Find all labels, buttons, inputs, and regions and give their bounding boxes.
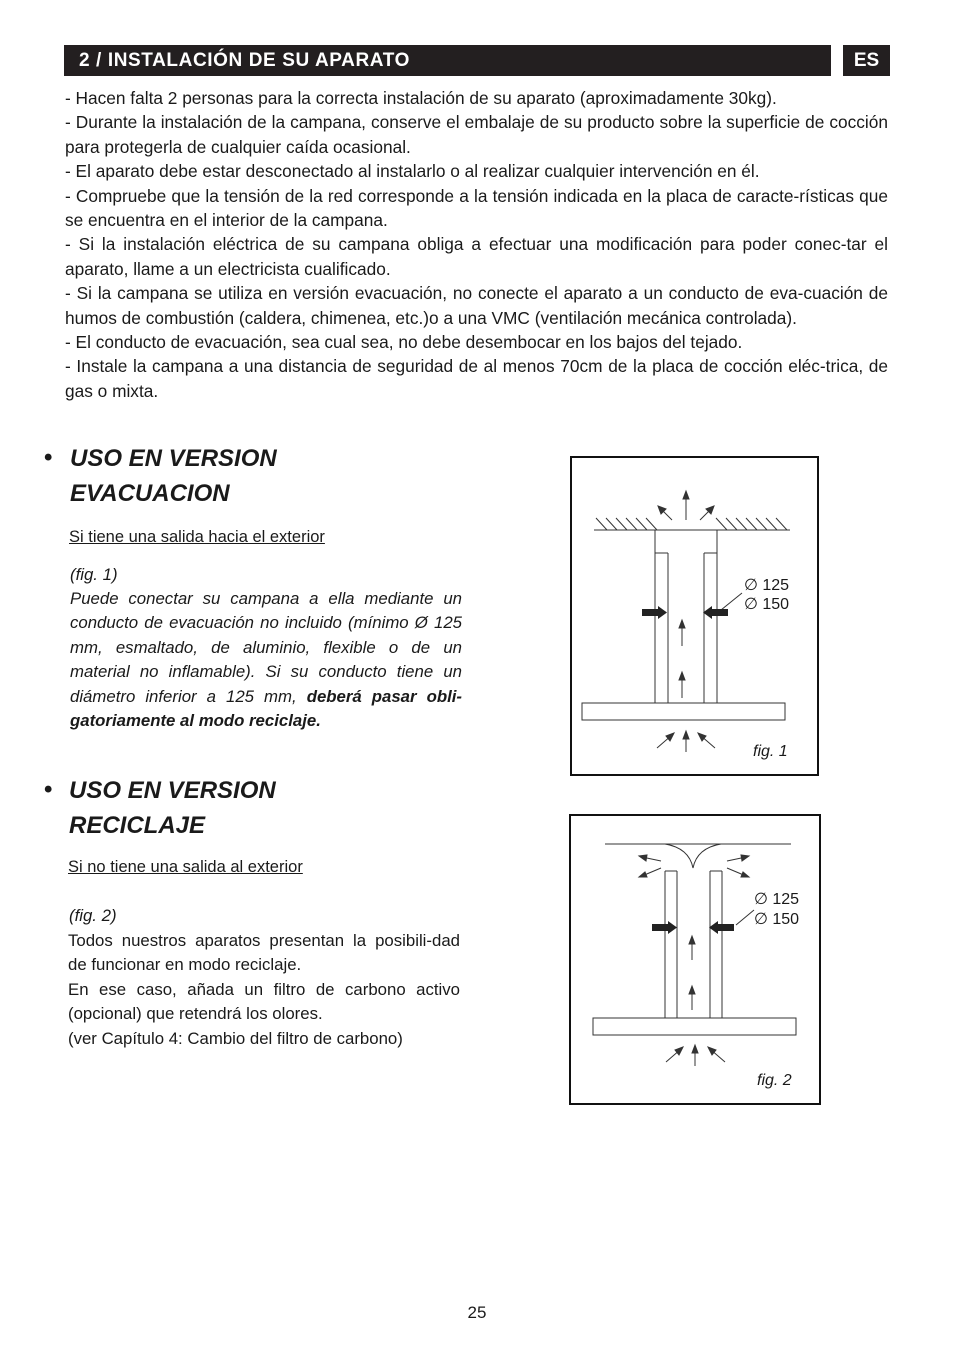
paragraph-evacuacion	[70, 587, 462, 733]
language-badge: ES	[843, 45, 890, 76]
figure-2-diameter-125: ∅ 125	[754, 891, 800, 908]
figure-1-diameter-125: ∅ 125	[744, 577, 790, 594]
intro-item: - El aparato debe estar desconectado al instalarlo o al realizar cualquier intervención en él.	[65, 161, 760, 182]
subtitle-evacuacion: Si tiene una salida hacia el exterior	[69, 528, 325, 546]
intro-item: - Si la instalación eléctrica de su campana obliga a efectuar una modificación para poder conec-tar el aparato, llame a un electricista cualificado.	[65, 234, 888, 279]
heading-reciclaje	[69, 773, 276, 843]
figure-2-drawing	[571, 816, 823, 1107]
page-number: 25	[467, 1303, 487, 1322]
bullet-reciclaje: •	[44, 776, 53, 803]
figure-2-diameter-150: ∅ 150	[754, 911, 800, 928]
section-number: 2 /	[79, 50, 102, 71]
figure-1-diameter-150: ∅ 150	[744, 596, 790, 613]
paragraph-reciclaje-3: (ver Capítulo 4: Cambio del filtro de carbono)	[68, 1029, 403, 1048]
intro-item: - El conducto de evacuación, sea cual sea, no debe desembocar en los bajos del tejado.	[65, 332, 743, 353]
fig1-reference: (fig. 1)	[70, 565, 118, 584]
heading-evacuacion-line2: EVACUACION	[70, 480, 230, 507]
heading-evacuacion-line1: USO EN VERSION	[70, 445, 277, 472]
intro-item: - Hacen falta 2 personas para la correcta instalación de su aparato (aproximadamente 30kg).	[65, 88, 777, 108]
figure-2-caption: fig. 2	[757, 1072, 792, 1089]
paragraph-reciclaje-1: Todos nuestros aparatos presentan la posibili-dad de funcionar en modo reciclaje.	[68, 931, 460, 975]
heading-reciclaje-line1: USO EN VERSION	[69, 777, 276, 804]
figure-1-caption: fig. 1	[753, 743, 788, 760]
intro-item: - Si la campana se utiliza en versión evacuación, no conecte el aparato a un conducto de eva-cuación de humos de combustión (caldera, chimenea, etc.)o a una VMC (ventilación mecánica controlada).	[65, 283, 888, 328]
fig2-reference: (fig. 2)	[69, 906, 117, 925]
section-title: INSTALACIÓN DE SU APARATO	[107, 50, 410, 71]
figure-1-drawing	[572, 458, 821, 778]
figure-2	[569, 814, 821, 1105]
heading-reciclaje-line2: RECICLAJE	[69, 812, 206, 839]
paragraph-evacuacion-text: Puede conectar su campana a ella mediante un conducto de evacuación no incluido (mínimo Ø 125 mm, esmaltado, de aluminio, flexible o de un material no inflamable). Si su conducto tiene un diámetro inferior a 125 mm,	[70, 589, 462, 706]
bullet-evacuacion: •	[44, 444, 53, 471]
intro-item: - Durante la instalación de la campana, conserve el embalaje de su producto sobre la superficie de cocción para protegerla de cualquier caída ocasional.	[65, 112, 888, 157]
subtitle-reciclaje: Si no tiene una salida al exterior	[68, 858, 303, 876]
figure-1	[570, 456, 819, 776]
section-header	[64, 45, 831, 76]
paragraph-reciclaje-2: En ese caso, añada un filtro de carbono activo (opcional) que retendrá los olores.	[68, 980, 460, 1024]
paragraph-evacuacion-bold: deberá pasar obli-gatoriamente al modo reciclaje.	[70, 686, 462, 731]
intro-list	[65, 86, 888, 403]
intro-item: - Compruebe que la tensión de la red corresponde a la tensión indicada en la placa de caracte-rísticas que se encuentra en el interior de la campana.	[65, 185, 888, 231]
intro-item: - Instale la campana a una distancia de seguridad de al menos 70cm de la placa de cocción eléc-trica, de gas o mixta.	[65, 356, 888, 401]
heading-evacuacion	[70, 441, 277, 511]
